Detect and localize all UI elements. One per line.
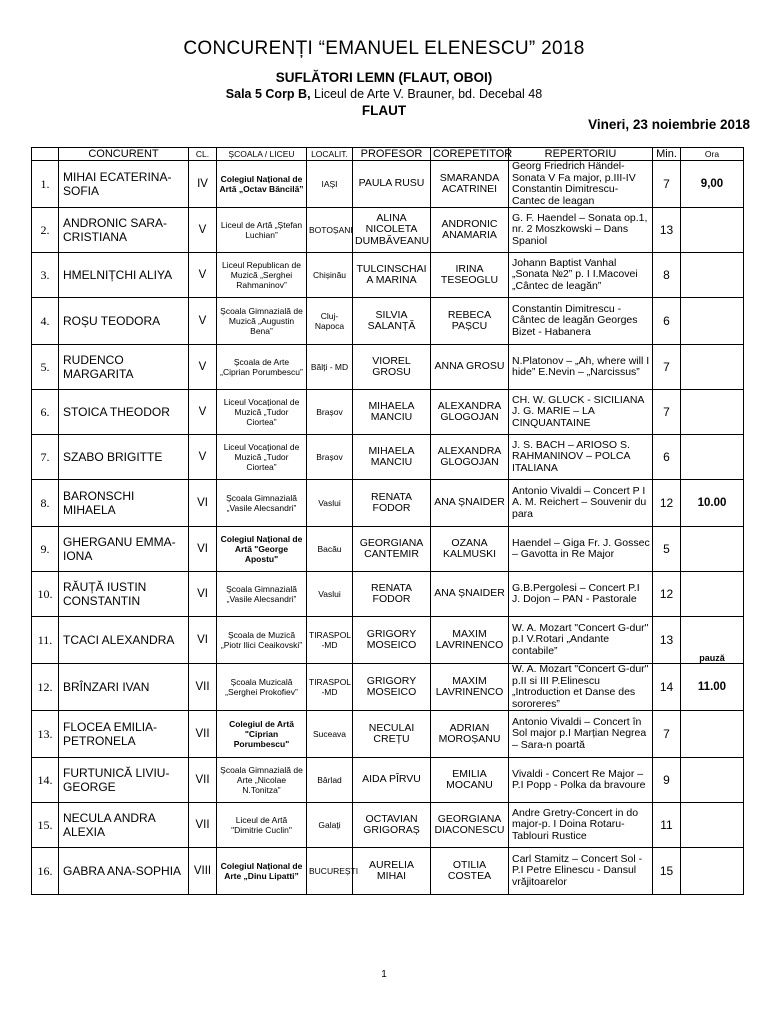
minutes: 9	[653, 758, 681, 803]
col-header-ora: Ora	[681, 148, 744, 161]
start-time	[681, 848, 744, 895]
start-time	[681, 390, 744, 435]
school-name: Liceul Vocațional de Muzică „Tudor Ciortea”	[217, 435, 307, 480]
table-row	[32, 480, 744, 527]
col-header-profesor: PROFESOR	[353, 148, 431, 161]
competitor-name: SZABO BRIGITTE	[59, 435, 189, 480]
col-header-concurent: CONCURENT	[59, 148, 189, 161]
row-number: 4.	[32, 298, 59, 345]
col-header-minute: Min.	[653, 148, 681, 161]
repertoire: Johann Baptist Vanhal „Sonata №2” p. I I.Macovei „Cântec de leagăn”	[509, 253, 653, 298]
row-number: 6.	[32, 390, 59, 435]
start-time	[681, 572, 744, 617]
school-name: Școala Muzicală „Serghei Prokofiev”	[217, 664, 307, 711]
locality: Cluj-Napoca	[307, 298, 353, 345]
table-row	[32, 758, 744, 803]
locality: Galați	[307, 803, 353, 848]
repertoire: W. A. Mozart "Concert G-dur" p.I V.Rotari „Andante contabile”	[509, 617, 653, 664]
school-name: Liceul de Artă "Dimitrie Cuclin"	[217, 803, 307, 848]
accompanist: EMILIA MOCANU	[431, 758, 509, 803]
start-time	[681, 758, 744, 803]
school-name: Colegiul de Artă "Ciprian Porumbescu"	[217, 711, 307, 758]
minutes: 11	[653, 803, 681, 848]
repertoire: CH. W. GLUCK - SICILIANA J. G. MARIE – LA CINQUANTAINE	[509, 390, 653, 435]
locality: IAȘI	[307, 161, 353, 208]
class-level: VI	[189, 572, 217, 617]
start-time: 10.00	[681, 480, 744, 527]
accompanist: ANA ȘNAIDER	[431, 572, 509, 617]
start-time: 9,00	[681, 161, 744, 208]
row-number: 16.	[32, 848, 59, 895]
accompanist: OZANA KALMUSKI	[431, 527, 509, 572]
start-time	[681, 527, 744, 572]
class-level: VII	[189, 711, 217, 758]
competitor-name: STOICA THEODOR	[59, 390, 189, 435]
start-time	[681, 298, 744, 345]
school-name: Liceul de Artă „Ștefan Luchian”	[217, 208, 307, 253]
repertoire: Georg Friedrich Händel- Sonata V Fa major, p.III-IV Constantin Dimitrescu- Cantec de leagan	[509, 161, 653, 208]
repertoire: Andre Gretry-Concert in do major-p. I Doina Rotaru-Tablouri Rustice	[509, 803, 653, 848]
competitors-table	[31, 147, 744, 895]
teacher: PAULA RUSU	[353, 161, 431, 208]
repertoire: Haendel – Giga Fr. J. Gossec – Gavotta in Re Major	[509, 527, 653, 572]
event-date: Vineri, 23 noiembrie 2018	[588, 117, 750, 132]
competitor-name: RĂUȚĂ IUSTIN CONSTANTIN	[59, 572, 189, 617]
teacher: ALINA NICOLETA DUMBĂVEANU	[353, 208, 431, 253]
competitor-name: BARONSCHI MIHAELA	[59, 480, 189, 527]
minutes: 12	[653, 480, 681, 527]
row-number: 3.	[32, 253, 59, 298]
repertoire: J. S. BACH – ARIOSO S. RAHMANINOV – POLCA ITALIANA	[509, 435, 653, 480]
repertoire: N.Platonov – „Ah, where will I hide” E.Nevin – „Narcissus”	[509, 345, 653, 390]
teacher: OCTAVIAN GRIGORAȘ	[353, 803, 431, 848]
teacher: RENATA FODOR	[353, 480, 431, 527]
competitor-name: GABRA ANA-SOPHIA	[59, 848, 189, 895]
school-name: Școala de Arte „Ciprian Porumbescu”	[217, 345, 307, 390]
row-number: 5.	[32, 345, 59, 390]
school-name: Liceul Vocațional de Muzică „Tudor Ciortea”	[217, 390, 307, 435]
accompanist: GEORGIANA DIACONESCU	[431, 803, 509, 848]
minutes: 15	[653, 848, 681, 895]
start-time	[681, 345, 744, 390]
locality: BOTOȘANI	[307, 208, 353, 253]
school-name: Colegiul Național de Arte „Dinu Lipatti”	[217, 848, 307, 895]
row-number: 8.	[32, 480, 59, 527]
minutes: 5	[653, 527, 681, 572]
teacher: VIOREL GROSU	[353, 345, 431, 390]
row-number: 12.	[32, 664, 59, 711]
minutes: 6	[653, 435, 681, 480]
locality: Vaslui	[307, 572, 353, 617]
minutes: 7	[653, 345, 681, 390]
teacher: AURELIA MIHAI	[353, 848, 431, 895]
class-level: VI	[189, 480, 217, 527]
locality: Chișinău	[307, 253, 353, 298]
accompanist: OTILIA COSTEA	[431, 848, 509, 895]
competitor-name: FURTUNICĂ LIVIU-GEORGE	[59, 758, 189, 803]
accompanist: ANDRONIC ANAMARIA	[431, 208, 509, 253]
school-name: Școala Gimnazială de Muzică „Augustin Bena”	[217, 298, 307, 345]
col-header-nr	[32, 148, 59, 161]
repertoire: Carl Stamitz – Concert Sol - P.I Petre Elinescu - Dansul vrăjitoarelor	[509, 848, 653, 895]
accompanist: SMARANDA ACATRINEI	[431, 161, 509, 208]
competitor-name: HMELNIȚCHI ALIYA	[59, 253, 189, 298]
school-name: Colegiul Național de Artă "George Apostu"	[217, 527, 307, 572]
locality: Vaslui	[307, 480, 353, 527]
table-row	[32, 435, 744, 480]
venue-room: Sala 5 Corp B,	[225, 87, 311, 101]
class-level: IV	[189, 161, 217, 208]
table-row	[32, 390, 744, 435]
competitor-name: BRÎNZARI IVAN	[59, 664, 189, 711]
accompanist: ADRIAN MOROȘANU	[431, 711, 509, 758]
teacher: MIHAELA MANCIU	[353, 435, 431, 480]
teacher: SILVIA SALANȚĂ	[353, 298, 431, 345]
minutes: 7	[653, 390, 681, 435]
col-header-corepetitor: COREPETITOR	[431, 148, 509, 161]
minutes: 6	[653, 298, 681, 345]
competitor-name: RUDENCO MARGARITA	[59, 345, 189, 390]
locality: TIRASPOL -MD	[307, 617, 353, 664]
table-row	[32, 711, 744, 758]
locality: Brașov	[307, 435, 353, 480]
class-level: VII	[189, 664, 217, 711]
teacher: GEORGIANA CANTEMIR	[353, 527, 431, 572]
repertoire: Vivaldi - Concert Re Major – P.I Popp - Polka da bravoure	[509, 758, 653, 803]
class-level: V	[189, 208, 217, 253]
table-row	[32, 161, 744, 208]
school-name: Colegiul Național de Artă „Octav Băncilă”	[217, 161, 307, 208]
locality: Suceava	[307, 711, 353, 758]
row-number: 15.	[32, 803, 59, 848]
teacher: GRIGORY MOSEICO	[353, 617, 431, 664]
table-header-row	[32, 148, 744, 161]
competitor-name: GHERGANU EMMA-IONA	[59, 527, 189, 572]
accompanist: MAXIM LAVRINENCO	[431, 664, 509, 711]
teacher: TULCINSCHAI A MARINA	[353, 253, 431, 298]
teacher: AIDA PÎRVU	[353, 758, 431, 803]
class-level: VI	[189, 617, 217, 664]
locality: Bârlad	[307, 758, 353, 803]
locality: Bălți - MD	[307, 345, 353, 390]
accompanist: ALEXANDRA GLOGOJAN	[431, 390, 509, 435]
class-level: VII	[189, 803, 217, 848]
table-row	[32, 617, 744, 664]
page-number: 1	[381, 969, 387, 980]
row-number: 2.	[32, 208, 59, 253]
teacher: MIHAELA MANCIU	[353, 390, 431, 435]
start-time: 11.00	[681, 664, 744, 711]
accompanist: ALEXANDRA GLOGOJAN	[431, 435, 509, 480]
competitor-name: ROȘU TEODORA	[59, 298, 189, 345]
col-header-clasa: CL.	[189, 148, 217, 161]
table-row	[32, 803, 744, 848]
minutes: 14	[653, 664, 681, 711]
competitor-name: TCACI ALEXANDRA	[59, 617, 189, 664]
table-row	[32, 208, 744, 253]
table-row	[32, 664, 744, 711]
teacher: GRIGORY MOSEICO	[353, 664, 431, 711]
row-number: 11.	[32, 617, 59, 664]
repertoire: Constantin Dimitrescu - Cântec de leagăn Georges Bizet - Habanera	[509, 298, 653, 345]
class-level: VII	[189, 758, 217, 803]
start-time	[681, 253, 744, 298]
repertoire: Antonio Vivaldi – Concert în Sol major p.I Marțian Negrea – Sara-n poartă	[509, 711, 653, 758]
teacher: NECULAI CREȚU	[353, 711, 431, 758]
accompanist: REBECA PAȘCU	[431, 298, 509, 345]
section-heading: SUFLĂTORI LEMN (FLAUT, OBOI)	[275, 70, 493, 85]
table-row	[32, 848, 744, 895]
class-level: V	[189, 298, 217, 345]
accompanist: ANNA GROSU	[431, 345, 509, 390]
row-number: 9.	[32, 527, 59, 572]
start-time	[681, 803, 744, 848]
repertoire: G. F. Haendel – Sonata op.1, nr. 2 Moszkowski – Dans Spaniol	[509, 208, 653, 253]
col-header-scoala: ȘCOALA / LICEU	[217, 148, 307, 161]
class-level: VI	[189, 527, 217, 572]
competitor-name: MIHAI ECATERINA-SOFIA	[59, 161, 189, 208]
col-header-repertoriu: REPERTORIU	[509, 148, 653, 161]
minutes: 8	[653, 253, 681, 298]
row-number: 13.	[32, 711, 59, 758]
class-level: V	[189, 345, 217, 390]
school-name: Școala Gimnazială de Arte „Nicolae N.Tonitza”	[217, 758, 307, 803]
minutes: 7	[653, 161, 681, 208]
minutes: 12	[653, 572, 681, 617]
school-name: Școala Gimnazială „Vasile Alecsandri”	[217, 572, 307, 617]
repertoire: G.B.Pergolesi – Concert P.I J. Dojon – PAN - Pastorale	[509, 572, 653, 617]
minutes: 13	[653, 617, 681, 664]
table-row	[32, 345, 744, 390]
minutes: 7	[653, 711, 681, 758]
row-number: 10.	[32, 572, 59, 617]
accompanist: ANA ȘNAIDER	[431, 480, 509, 527]
instrument-heading: FLAUT	[361, 103, 407, 118]
locality: TIRASPOL -MD	[307, 664, 353, 711]
repertoire: W. A. Mozart "Concert G-dur" p.II si III P.Elinescu „Introduction et Danse des sororeres”	[509, 664, 653, 711]
start-time	[681, 711, 744, 758]
table-row	[32, 572, 744, 617]
repertoire: Antonio Vivaldi – Concert P I A. M. Reichert – Souvenir du para	[509, 480, 653, 527]
school-name: Școala de Muzică „Piotr Ilici Ceaikovski”	[217, 617, 307, 664]
table-row	[32, 298, 744, 345]
locality: BUCUREȘTI	[307, 848, 353, 895]
school-name: Liceul Republican de Muzică „Serghei Rahmaninov”	[217, 253, 307, 298]
accompanist: MAXIM LAVRINENCO	[431, 617, 509, 664]
competitor-name: NECULA ANDRA ALEXIA	[59, 803, 189, 848]
page-title: CONCURENȚI “EMANUEL ELENESCU” 2018	[183, 38, 585, 59]
row-number: 1.	[32, 161, 59, 208]
class-level: V	[189, 435, 217, 480]
col-header-localitate: LOCALIT.	[307, 148, 353, 161]
venue-address: Liceul de Arte V. Brauner, bd. Decebal 48	[310, 87, 543, 101]
row-number: 7.	[32, 435, 59, 480]
row-number: 14.	[32, 758, 59, 803]
venue-line	[0, 87, 768, 101]
class-level: V	[189, 390, 217, 435]
class-level: V	[189, 253, 217, 298]
competitor-name: ANDRONIC SARA-CRISTIANA	[59, 208, 189, 253]
start-time	[681, 435, 744, 480]
school-name: Școala Gimnazială „Vasile Alecsandri”	[217, 480, 307, 527]
locality: Brașov	[307, 390, 353, 435]
minutes: 13	[653, 208, 681, 253]
table-row	[32, 527, 744, 572]
table-row	[32, 253, 744, 298]
locality: Bacău	[307, 527, 353, 572]
start-time	[681, 208, 744, 253]
class-level: VIII	[189, 848, 217, 895]
competitor-name: FLOCEA EMILIA-PETRONELA	[59, 711, 189, 758]
pause-label: pauză	[681, 617, 744, 664]
accompanist: IRINA TESEOGLU	[431, 253, 509, 298]
teacher: RENATA FODOR	[353, 572, 431, 617]
